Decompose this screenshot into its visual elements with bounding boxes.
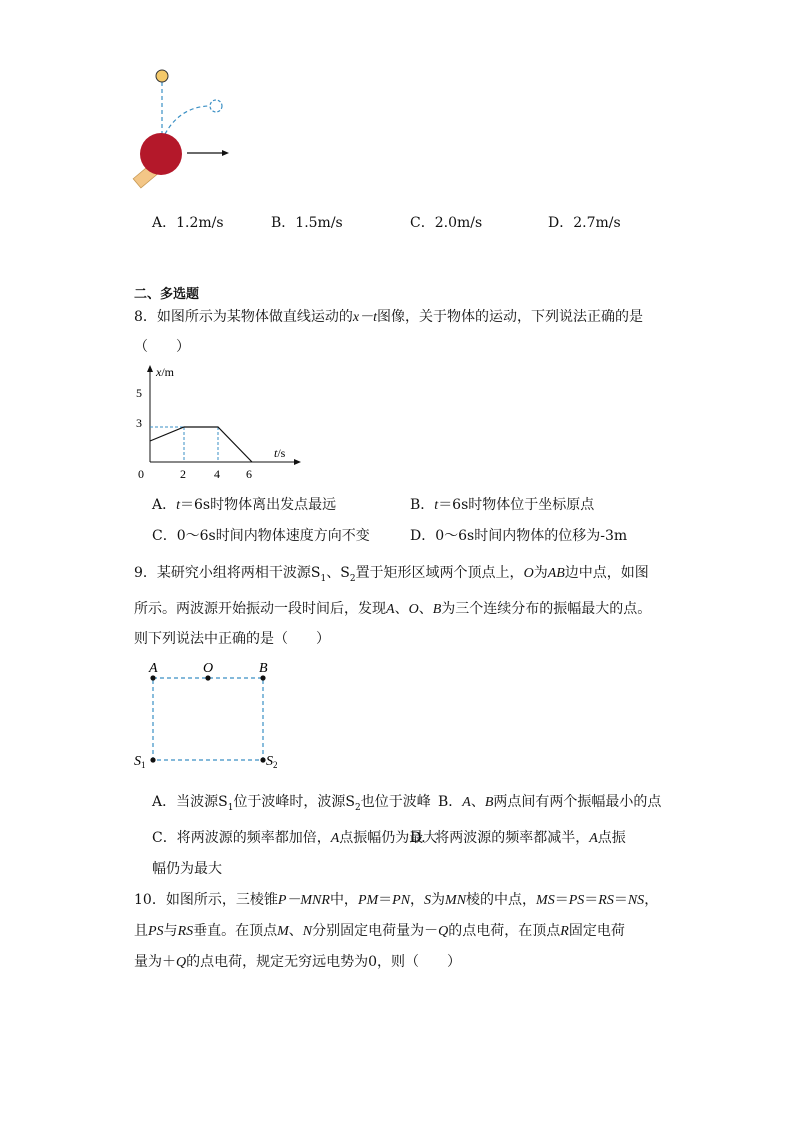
q9-l1-d: 为 <box>533 565 548 581</box>
x-tick-6: 6 <box>246 467 252 481</box>
q10-l3-a: 量为＋ <box>134 954 176 970</box>
q8-option-a-var: t <box>176 498 181 513</box>
q9-l2-c: 、 <box>418 601 433 617</box>
t-axis-arrow <box>294 459 301 465</box>
x-tick-2: 2 <box>180 467 186 481</box>
q7-option-b: B．1.5m/s <box>271 215 343 231</box>
q9-l1-b: 、S <box>326 565 350 581</box>
q9-l1-e: 边中点，如图 <box>564 565 649 581</box>
y-axis-label-var: x <box>156 365 162 379</box>
x-axis-label-unit: /s <box>277 446 286 460</box>
y-tick-5: 5 <box>136 386 142 400</box>
q9-stem-line-2 <box>134 598 651 618</box>
ball-start <box>156 70 168 82</box>
label-S1-letter: S <box>134 754 141 769</box>
q10-l1-b: 中， <box>329 892 358 908</box>
q10-l3-b: 的点电荷，规定无穷远电势为0，则（ ） <box>186 954 462 970</box>
q9-rectangle-diagram <box>130 656 285 772</box>
section-heading: 二、多选题 <box>134 287 200 302</box>
y-tick-3: 3 <box>136 416 142 430</box>
q10-l2-PS: PS <box>148 924 164 939</box>
q10-l1-a: 10．如图所示，三棱锥 <box>134 892 278 908</box>
q9-optB-b: 、 <box>470 794 485 810</box>
q7-option-c: C．2.0m/s <box>410 215 483 231</box>
ball-end <box>210 100 222 112</box>
q9-optB-B: B <box>484 795 494 810</box>
q10-l3-Q: Q <box>176 955 187 970</box>
q9-stem-line-3: 则下列说法中正确的是（ ） <box>134 631 330 647</box>
q9-optA-a: A．当波源S <box>152 794 228 810</box>
point-B <box>260 675 265 680</box>
q9-l1-AB: AB <box>547 566 565 581</box>
rectangle-region <box>153 678 263 760</box>
q9-optA-b: 位于波峰时，波源S <box>233 794 356 810</box>
q10-l2-f: 的点电荷，在顶点 <box>448 923 561 939</box>
q10-l1-eq1: ＝ <box>378 892 393 908</box>
q10-l1-MN: MN <box>445 893 467 908</box>
q10-l2-R: R <box>560 924 569 939</box>
y-axis-label-unit: /m <box>161 365 174 379</box>
q8-option-d: D．0～6s时间内物体的位移为-3m <box>410 528 628 544</box>
q10-stem-line-2 <box>134 920 625 940</box>
q10-l1-eq4: ＝ <box>613 892 628 908</box>
q8-option-b-text: ＝6s时物体位于坐标原点 <box>438 497 595 513</box>
q9-optA-sub1: 1 <box>227 802 234 813</box>
q10-l1-PN: PN <box>392 893 411 908</box>
q9-l1-c: 置于矩形区域两个顶点上， <box>355 565 524 581</box>
label-S1 <box>134 754 146 770</box>
label-S2 <box>266 754 278 770</box>
q8-option-a <box>152 494 336 514</box>
q10-l2-M: M <box>277 924 289 939</box>
q9-optA-sub2: 2 <box>355 802 361 813</box>
q9-option-b <box>438 791 661 811</box>
point-A <box>150 675 155 680</box>
q9-l2-a: 所示。两波源开始振动一段时间后，发现 <box>134 601 386 617</box>
q9-optB-c: 两点间有两个振幅最小的点 <box>493 794 662 810</box>
q9-optC-a: C．将两波源的频率都加倍， <box>152 830 331 846</box>
q10-stem-line-3 <box>134 951 461 971</box>
point-O <box>205 675 210 680</box>
x-axis-arrow <box>147 365 153 372</box>
q10-l2-N: N <box>302 924 313 939</box>
q10-l1-S: S <box>424 893 432 908</box>
q9-optB-a: B． <box>438 794 463 810</box>
q9-optC-b: 点振幅仍为最大 <box>339 830 438 846</box>
q10-l1-c: ， <box>410 892 425 908</box>
q9-stem-line-1 <box>134 562 649 584</box>
q8-stem-2: 图像，关于物体的运动，下列说法正确的是 <box>377 309 644 325</box>
q9-optD-b: 点振 <box>597 830 626 846</box>
q8-option-b <box>410 494 594 514</box>
q10-l1-PS: PS <box>568 893 585 908</box>
q9-l2-B: B <box>432 602 442 617</box>
q9-l1-O: O <box>523 566 534 581</box>
q9-option-a <box>152 791 431 813</box>
q10-l2-c: 垂直。在顶点 <box>193 923 278 939</box>
q10-l1-PM: PM <box>357 893 379 908</box>
x-axis-label <box>274 446 286 460</box>
q9-option-c <box>152 827 437 847</box>
label-S1-sub: 1 <box>141 760 146 770</box>
q8-stem-var: x－t <box>352 310 378 325</box>
q8-stem-1: 8．如图所示为某物体做直线运动的 <box>134 309 353 325</box>
y-axis-label <box>155 365 175 379</box>
label-S2-letter: S <box>266 754 273 769</box>
q10-l1-eq3: ＝ <box>584 892 599 908</box>
q10-l1-e: 棱的中点， <box>466 892 537 908</box>
q10-l1-NS: NS <box>627 893 645 908</box>
q8-option-b-pre: B． <box>410 497 435 513</box>
q10-l1-P: P－MNR <box>277 893 330 908</box>
q10-l1-f: ， <box>644 892 659 908</box>
q9-option-d <box>410 827 626 847</box>
point-S1 <box>150 757 155 762</box>
q10-l2-Q: Q <box>438 924 449 939</box>
q8-stem <box>134 306 643 326</box>
q10-l2-g: 固定电荷 <box>568 923 625 939</box>
xt-guides <box>150 427 218 462</box>
label-A: A <box>149 661 158 676</box>
q8-option-a-pre: A． <box>152 497 177 513</box>
origin-label: 0 <box>138 467 144 481</box>
q10-l1-d: 为 <box>431 892 446 908</box>
label-S2-sub: 2 <box>273 760 278 770</box>
q9-l2-d: 为三个连续分布的振幅最大的点。 <box>441 601 652 617</box>
q9-optD-A: A <box>589 831 598 846</box>
q10-l2-b: 与 <box>163 923 178 939</box>
q9-l1-a: 9．某研究小组将两相干波源S <box>134 565 321 581</box>
paddle-head <box>140 133 182 175</box>
q9-optC-A: A <box>330 831 340 846</box>
q10-l2-d: 、 <box>288 923 303 939</box>
q8-option-c: C．0～6s时间内物体速度方向不变 <box>152 528 370 544</box>
point-S2 <box>260 757 265 762</box>
q8-option-b-var: t <box>434 498 439 513</box>
label-B: B <box>259 661 268 676</box>
q9-l1-sub2: 2 <box>349 573 356 584</box>
velocity-arrow-head <box>222 150 229 156</box>
q10-l1-MS: MS <box>536 893 555 908</box>
q8-option-a-text: ＝6s时物体离出发点最远 <box>180 497 337 513</box>
x-axis-label-var: t <box>274 446 278 460</box>
q9-optB-A: A <box>462 795 471 810</box>
q8-xt-graph <box>128 362 303 486</box>
q7-option-a: A．1.2m/s <box>152 215 224 231</box>
q9-l2-b: 、 <box>394 601 409 617</box>
q9-l2-O: O <box>408 602 419 617</box>
x-tick-4: 4 <box>214 467 220 481</box>
q9-option-d-continued: 幅仍为最大 <box>152 861 222 877</box>
q9-l2-A: A <box>386 602 395 617</box>
q10-l2-a: 且 <box>134 923 148 939</box>
q9-l1-sub1: 1 <box>320 573 327 584</box>
q9-optD-a: D．将两波源的频率都减半， <box>410 830 590 846</box>
q10-l1-RS: RS <box>598 893 614 908</box>
q10-l1-eq2: ＝ <box>554 892 569 908</box>
q9-optA-c: 也位于波峰 <box>360 794 431 810</box>
bounce-path-curve <box>165 106 209 134</box>
q8-paren: （ ） <box>134 339 190 355</box>
paddle-figure <box>125 62 245 202</box>
q10-stem-line-1 <box>134 889 658 909</box>
xt-data-line <box>150 427 252 462</box>
q7-option-d: D．2.7m/s <box>548 215 621 231</box>
q10-l2-e: 分别固定电荷量为－ <box>312 923 439 939</box>
q10-l2-RS: RS <box>177 924 194 939</box>
label-O: O <box>203 661 214 676</box>
